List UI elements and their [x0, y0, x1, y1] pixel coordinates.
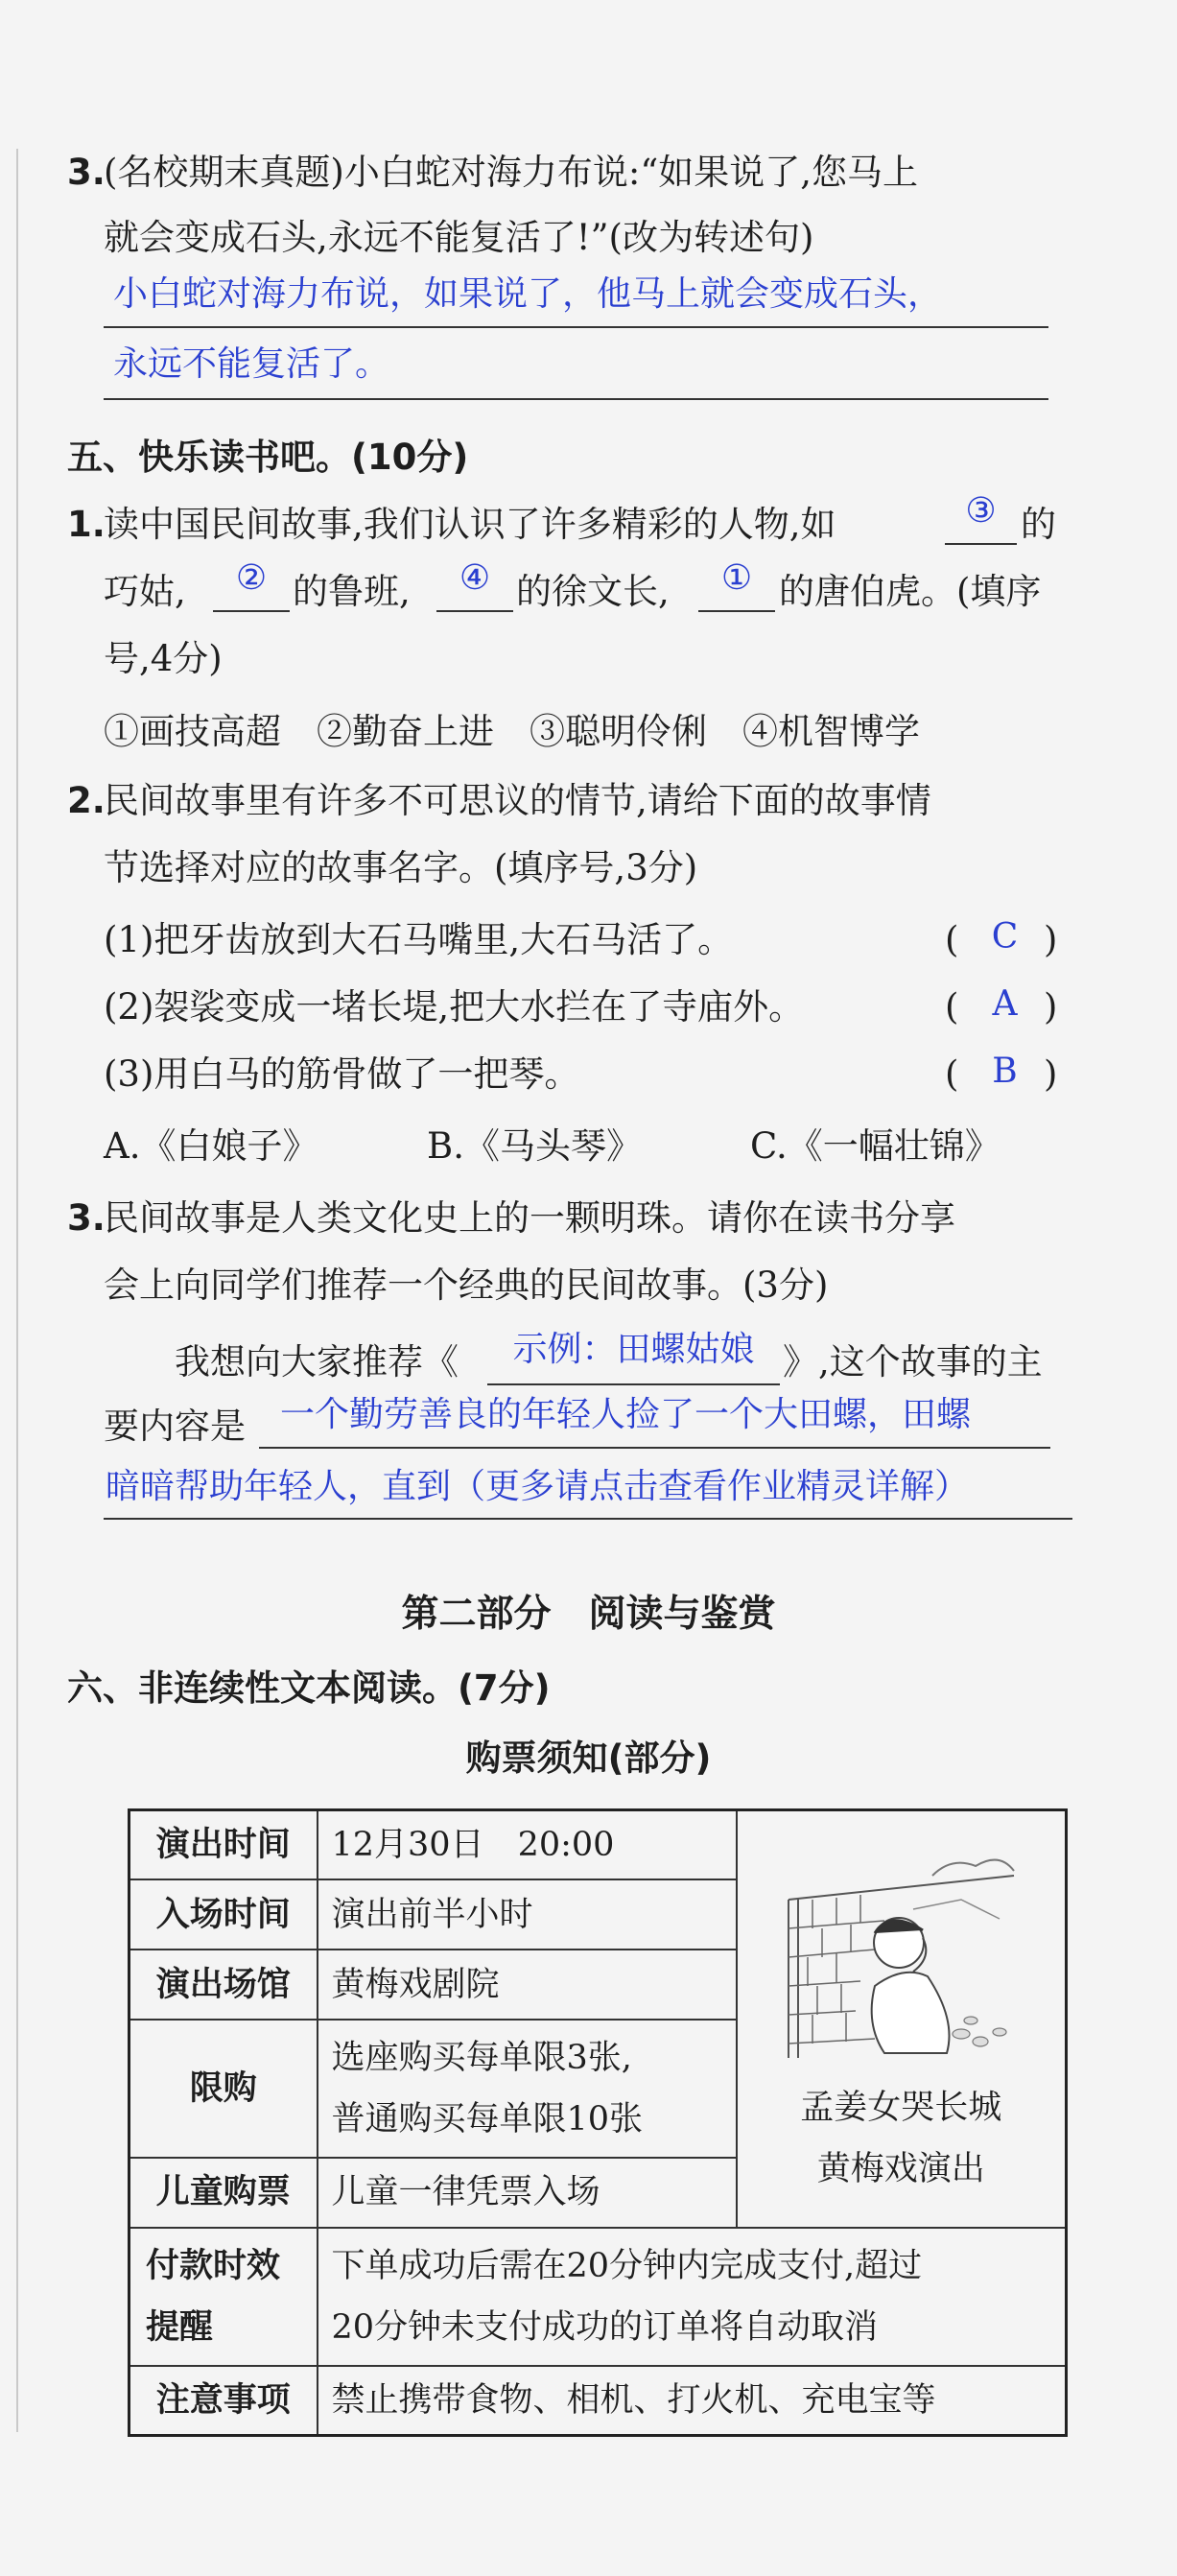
- table-row: [129, 1810, 1067, 1880]
- q2-answer-1: C: [991, 917, 1019, 957]
- q3-line1: 民间故事是人类文化史上的一颗明珠。请你在读书分享: [104, 1197, 955, 1239]
- q1-answer-4: ①: [720, 558, 753, 598]
- q1-blank-1: [945, 543, 1017, 545]
- q1-line2c: 的徐文长,: [516, 571, 670, 612]
- row-value: [318, 2228, 1067, 2366]
- q2-answer-3: B: [992, 1052, 1018, 1091]
- row-value: 儿童一律凭票入场: [318, 2158, 737, 2228]
- table-row: [129, 2228, 1067, 2366]
- part2-title: 第二部分 阅读与鉴赏: [401, 1593, 776, 1636]
- q1-line3: 号,4分): [104, 638, 223, 679]
- section6-title: 六、非连续性文本阅读。(7分): [67, 1667, 551, 1709]
- meng-jiangnu-illustration: [769, 1842, 1033, 2068]
- row-value: [318, 2020, 737, 2158]
- row-key-line2: 提醒: [146, 2307, 214, 2347]
- q1-answer-2: ②: [235, 558, 268, 598]
- answer-underline: [104, 398, 1048, 400]
- paren-close: ): [1044, 986, 1058, 1028]
- row-key: 演出时间: [129, 1810, 318, 1880]
- q2-option-c: C.《一幅壮锦》: [750, 1125, 1000, 1167]
- q3-top-line2: 就会变成石头,永远不能复活了!”(改为转述句): [104, 217, 814, 258]
- q1-line2a: 巧姑,: [104, 571, 186, 612]
- q3-number: 3.: [67, 1197, 106, 1239]
- paren-close: ): [1044, 919, 1058, 960]
- row-value: 12月30日 20:00: [318, 1810, 737, 1880]
- answer-underline: [104, 326, 1048, 328]
- row-key: 演出场馆: [129, 1950, 318, 2020]
- q1-line1b: 的: [1021, 504, 1056, 545]
- q3-top-line1: (名校期末真题)小白蛇对海力布说:“如果说了,您马上: [104, 152, 919, 193]
- paren-open: (: [945, 1053, 959, 1095]
- section5-title: 五、快乐读书吧。(10分): [67, 437, 469, 478]
- row-key: 儿童购票: [129, 2158, 318, 2228]
- q3-title-blank: [487, 1383, 780, 1385]
- q2-item-1: (1)把牙齿放到大石马嘴里,大石马活了。: [104, 919, 734, 960]
- caption-line1: 孟姜女哭长城: [800, 2088, 1002, 2127]
- q3-top-answer1: 小白蛇对海力布说，如果说了，他马上就会变成石头，: [113, 274, 943, 314]
- q3-top-number: 3.: [67, 152, 106, 193]
- q1-blank-2: [213, 610, 290, 612]
- row-value-line2: 普通购买每单限10张: [331, 2100, 644, 2139]
- q2-number: 2.: [67, 780, 106, 821]
- q2-answer-2: A: [992, 984, 1018, 1024]
- row-value-line2: 20分钟未支付成功的订单将自动取消: [331, 2307, 879, 2347]
- q1-blank-3: [436, 610, 513, 612]
- row-key: 限购: [129, 2020, 318, 2158]
- row-value-line1: 选座购买每单限3张,: [331, 2039, 632, 2078]
- q2-option-a: A.《白娘子》: [104, 1125, 318, 1167]
- q2-option-b: B.《马头琴》: [427, 1125, 642, 1167]
- illustration-cell: [737, 1810, 1067, 2228]
- q1-answer-1: ③: [965, 491, 997, 531]
- q2-line1: 民间故事里有许多不可思议的情节,请给下面的故事情: [104, 780, 931, 821]
- q3-answer-line1: 一个勤劳善良的年轻人捡了一个大田螺，田螺: [280, 1395, 972, 1434]
- caption-line2: 黄梅戏演出: [816, 2149, 985, 2188]
- row-value: 禁止携带食物、相机、打火机、充电宝等: [318, 2366, 1067, 2436]
- q3-line3a: 我想向大家推荐《: [175, 1341, 459, 1383]
- q1-line1a: 读中国民间故事,我们认识了许多精彩的人物,如: [104, 504, 836, 545]
- row-key-line1: 付款时效: [146, 2246, 281, 2285]
- q3-answer-title: 示例：田螺姑娘: [512, 1330, 755, 1369]
- row-key: [129, 2228, 318, 2366]
- q3-answer-line2: 暗暗帮助年轻人，直到（更多请点击查看作业精灵详解）: [106, 1467, 970, 1506]
- row-key: 注意事项: [129, 2366, 318, 2436]
- q1-line2b: 的鲁班,: [293, 571, 411, 612]
- row-value-line1: 下单成功后需在20分钟内完成支付,超过: [331, 2246, 923, 2285]
- q1-number: 1.: [67, 504, 106, 545]
- answer-underline: [259, 1447, 1050, 1449]
- q3-top-answer2: 永远不能复活了。: [113, 344, 390, 384]
- row-value: 演出前半小时: [318, 1879, 737, 1950]
- margin-line: [16, 149, 18, 2432]
- table-title: 购票须知(部分): [465, 1737, 712, 1779]
- q1-options: ①画技高超 ②勤奋上进 ③聪明伶俐 ④机智博学: [104, 711, 920, 752]
- q2-item-3: (3)用白马的筋骨做了一把琴。: [104, 1053, 580, 1095]
- q3-line4a: 要内容是: [104, 1406, 246, 1447]
- answer-underline: [104, 1518, 1072, 1520]
- q2-item-2: (2)袈裟变成一堵长堤,把大水拦在了寺庙外。: [104, 986, 805, 1028]
- row-key: 入场时间: [129, 1879, 318, 1950]
- q3-line2: 会上向同学们推荐一个经典的民间故事。(3分): [104, 1264, 829, 1306]
- table-row: [129, 2366, 1067, 2436]
- paren-open: (: [945, 919, 959, 960]
- row-value: 黄梅戏剧院: [318, 1950, 737, 2020]
- q1-blank-4: [698, 610, 775, 612]
- q2-line2: 节选择对应的故事名字。(填序号,3分): [104, 847, 698, 888]
- q3-line3b: 》,这个故事的主: [783, 1341, 1043, 1383]
- q1-line2d: 的唐伯虎。(填序: [779, 571, 1042, 612]
- q1-answer-3: ④: [459, 558, 491, 598]
- paren-open: (: [945, 986, 959, 1028]
- ticket-info-table: [128, 1808, 1068, 2437]
- paren-close: ): [1044, 1053, 1058, 1095]
